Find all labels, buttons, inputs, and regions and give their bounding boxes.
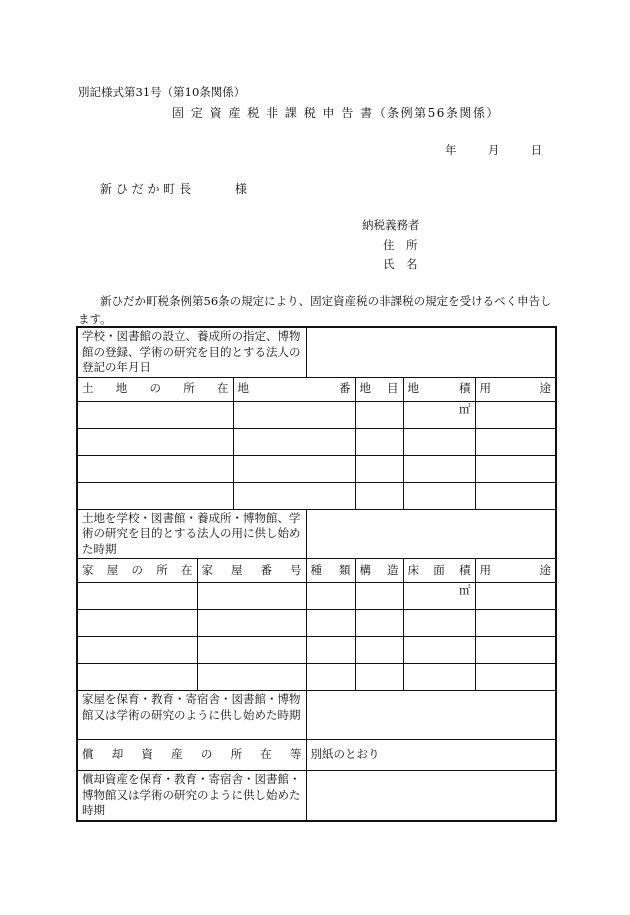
house-header-location: 家 屋 の 所 在 (77, 559, 197, 583)
house-header-row (77, 559, 556, 583)
house-header-type: 種 類 (306, 559, 355, 583)
house-location-cell[interactable] (77, 664, 197, 691)
land-category-cell[interactable] (355, 455, 403, 482)
house-header-use: 用 途 (475, 559, 556, 583)
house-row (77, 610, 556, 637)
house-structure-cell[interactable] (355, 610, 403, 637)
land-use-cell[interactable] (475, 482, 556, 509)
house-number-cell[interactable] (197, 610, 306, 637)
land-header-location: 土 地 の 所 在 (77, 377, 233, 401)
filer-address-label: 住 所 (383, 238, 418, 252)
house-row (77, 583, 556, 610)
date-line (445, 142, 542, 158)
house-floor-area-cell[interactable] (403, 664, 475, 691)
land-location-cell[interactable] (77, 482, 233, 509)
row-depreciable-location (77, 740, 556, 771)
house-row (77, 637, 556, 664)
house-use-cell[interactable] (475, 610, 556, 637)
land-row (77, 455, 556, 482)
house-type-cell[interactable] (306, 610, 355, 637)
form-number: 別記様式第31号（第10条関係） (78, 85, 246, 99)
land-area-cell[interactable] (403, 482, 475, 509)
row-establishment (77, 327, 556, 377)
land-header-use: 用 途 (475, 377, 556, 401)
land-header-lot: 地 番 (233, 377, 355, 401)
filer-title: 納税義務者 (362, 218, 420, 232)
house-header-floor-area: 床面積 (403, 559, 475, 583)
land-area-cell[interactable]: ㎡ (403, 401, 475, 428)
date-year: 年 (445, 143, 457, 157)
house-structure-cell[interactable] (355, 637, 403, 664)
establishment-value[interactable] (306, 327, 556, 377)
land-header-row (77, 377, 556, 401)
house-location-cell[interactable] (77, 637, 197, 664)
land-lot-cell[interactable] (233, 455, 355, 482)
land-area-cell[interactable] (403, 428, 475, 455)
land-area-cell[interactable] (403, 455, 475, 482)
land-row (77, 401, 556, 428)
land-lot-cell[interactable] (233, 482, 355, 509)
land-category-cell[interactable] (355, 428, 403, 455)
house-type-cell[interactable] (306, 664, 355, 691)
declaration-table (76, 326, 557, 822)
depreciable-use-start-label: 償却資産を保育・教育・寄宿舎・図書館・博物館又は学術の研究のように供し始めた時期 (77, 771, 306, 821)
house-use-start-value[interactable] (306, 691, 556, 740)
land-lot-cell[interactable] (233, 401, 355, 428)
filer-name-label: 氏 名 (383, 257, 418, 271)
land-row (77, 482, 556, 509)
land-use-cell[interactable] (475, 428, 556, 455)
house-floor-area-cell[interactable] (403, 610, 475, 637)
land-use-start-value[interactable] (306, 509, 556, 559)
depreciable-use-start-value[interactable] (306, 771, 556, 821)
addressee-honorific: 様 (234, 182, 247, 196)
land-header-category: 地目 (355, 377, 403, 401)
land-category-cell[interactable] (355, 401, 403, 428)
house-type-cell[interactable] (306, 583, 355, 610)
land-use-cell[interactable] (475, 455, 556, 482)
statement: 新ひだか町税条例第56条の規定により、固定資産税の非課税の規定を受けるべく申告します。 (78, 294, 552, 326)
house-number-cell[interactable] (197, 583, 306, 610)
land-header-area: 地 積 (403, 377, 475, 401)
addressee-name: 新 ひ だ か 町 長 (100, 182, 192, 196)
house-row (77, 664, 556, 691)
house-use-cell[interactable] (475, 583, 556, 610)
house-header-structure: 構 造 (355, 559, 403, 583)
house-number-cell[interactable] (197, 637, 306, 664)
house-floor-area-cell[interactable]: ㎡ (403, 583, 475, 610)
house-number-cell[interactable] (197, 664, 306, 691)
house-use-cell[interactable] (475, 637, 556, 664)
land-row (77, 428, 556, 455)
house-structure-cell[interactable] (355, 664, 403, 691)
land-category-cell[interactable] (355, 482, 403, 509)
house-floor-area-cell[interactable] (403, 637, 475, 664)
house-location-cell[interactable] (77, 583, 197, 610)
depreciable-location-label: 償 却 資 産 の 所 在 等 (77, 740, 306, 771)
land-location-cell[interactable] (77, 455, 233, 482)
row-land-use-start (77, 509, 556, 559)
row-house-use-start (77, 691, 556, 740)
land-location-cell[interactable] (77, 428, 233, 455)
depreciable-location-value[interactable]: 別紙のとおり (306, 740, 556, 771)
addressee (100, 180, 247, 197)
date-day: 日 (530, 143, 543, 157)
land-use-start-label: 土地を学校・図書館・養成所・博物館、学術の研究を目的とする法人の用に供し始めた時期 (77, 509, 306, 559)
house-location-cell[interactable] (77, 610, 197, 637)
establishment-label: 学校・図書館の設立、養成所の指定、博物館の登録、学術の研究を目的とする法人の登記の年月日 (77, 327, 306, 377)
house-use-start-label: 家屋を保育・教育・寄宿舎・図書館・博物館又は学術の研究のように供し始めた時期 (77, 691, 306, 740)
row-depreciable-use-start (77, 771, 556, 821)
page-title: 固 定 資 産 税 非 課 税 申 告 書（条例第56条関係） (172, 106, 500, 120)
date-month: 月 (487, 143, 500, 157)
land-use-cell[interactable] (475, 401, 556, 428)
house-header-number: 家屋番号 (197, 559, 306, 583)
house-type-cell[interactable] (306, 637, 355, 664)
land-location-cell[interactable] (77, 401, 233, 428)
house-use-cell[interactable] (475, 664, 556, 691)
land-lot-cell[interactable] (233, 428, 355, 455)
house-structure-cell[interactable] (355, 583, 403, 610)
